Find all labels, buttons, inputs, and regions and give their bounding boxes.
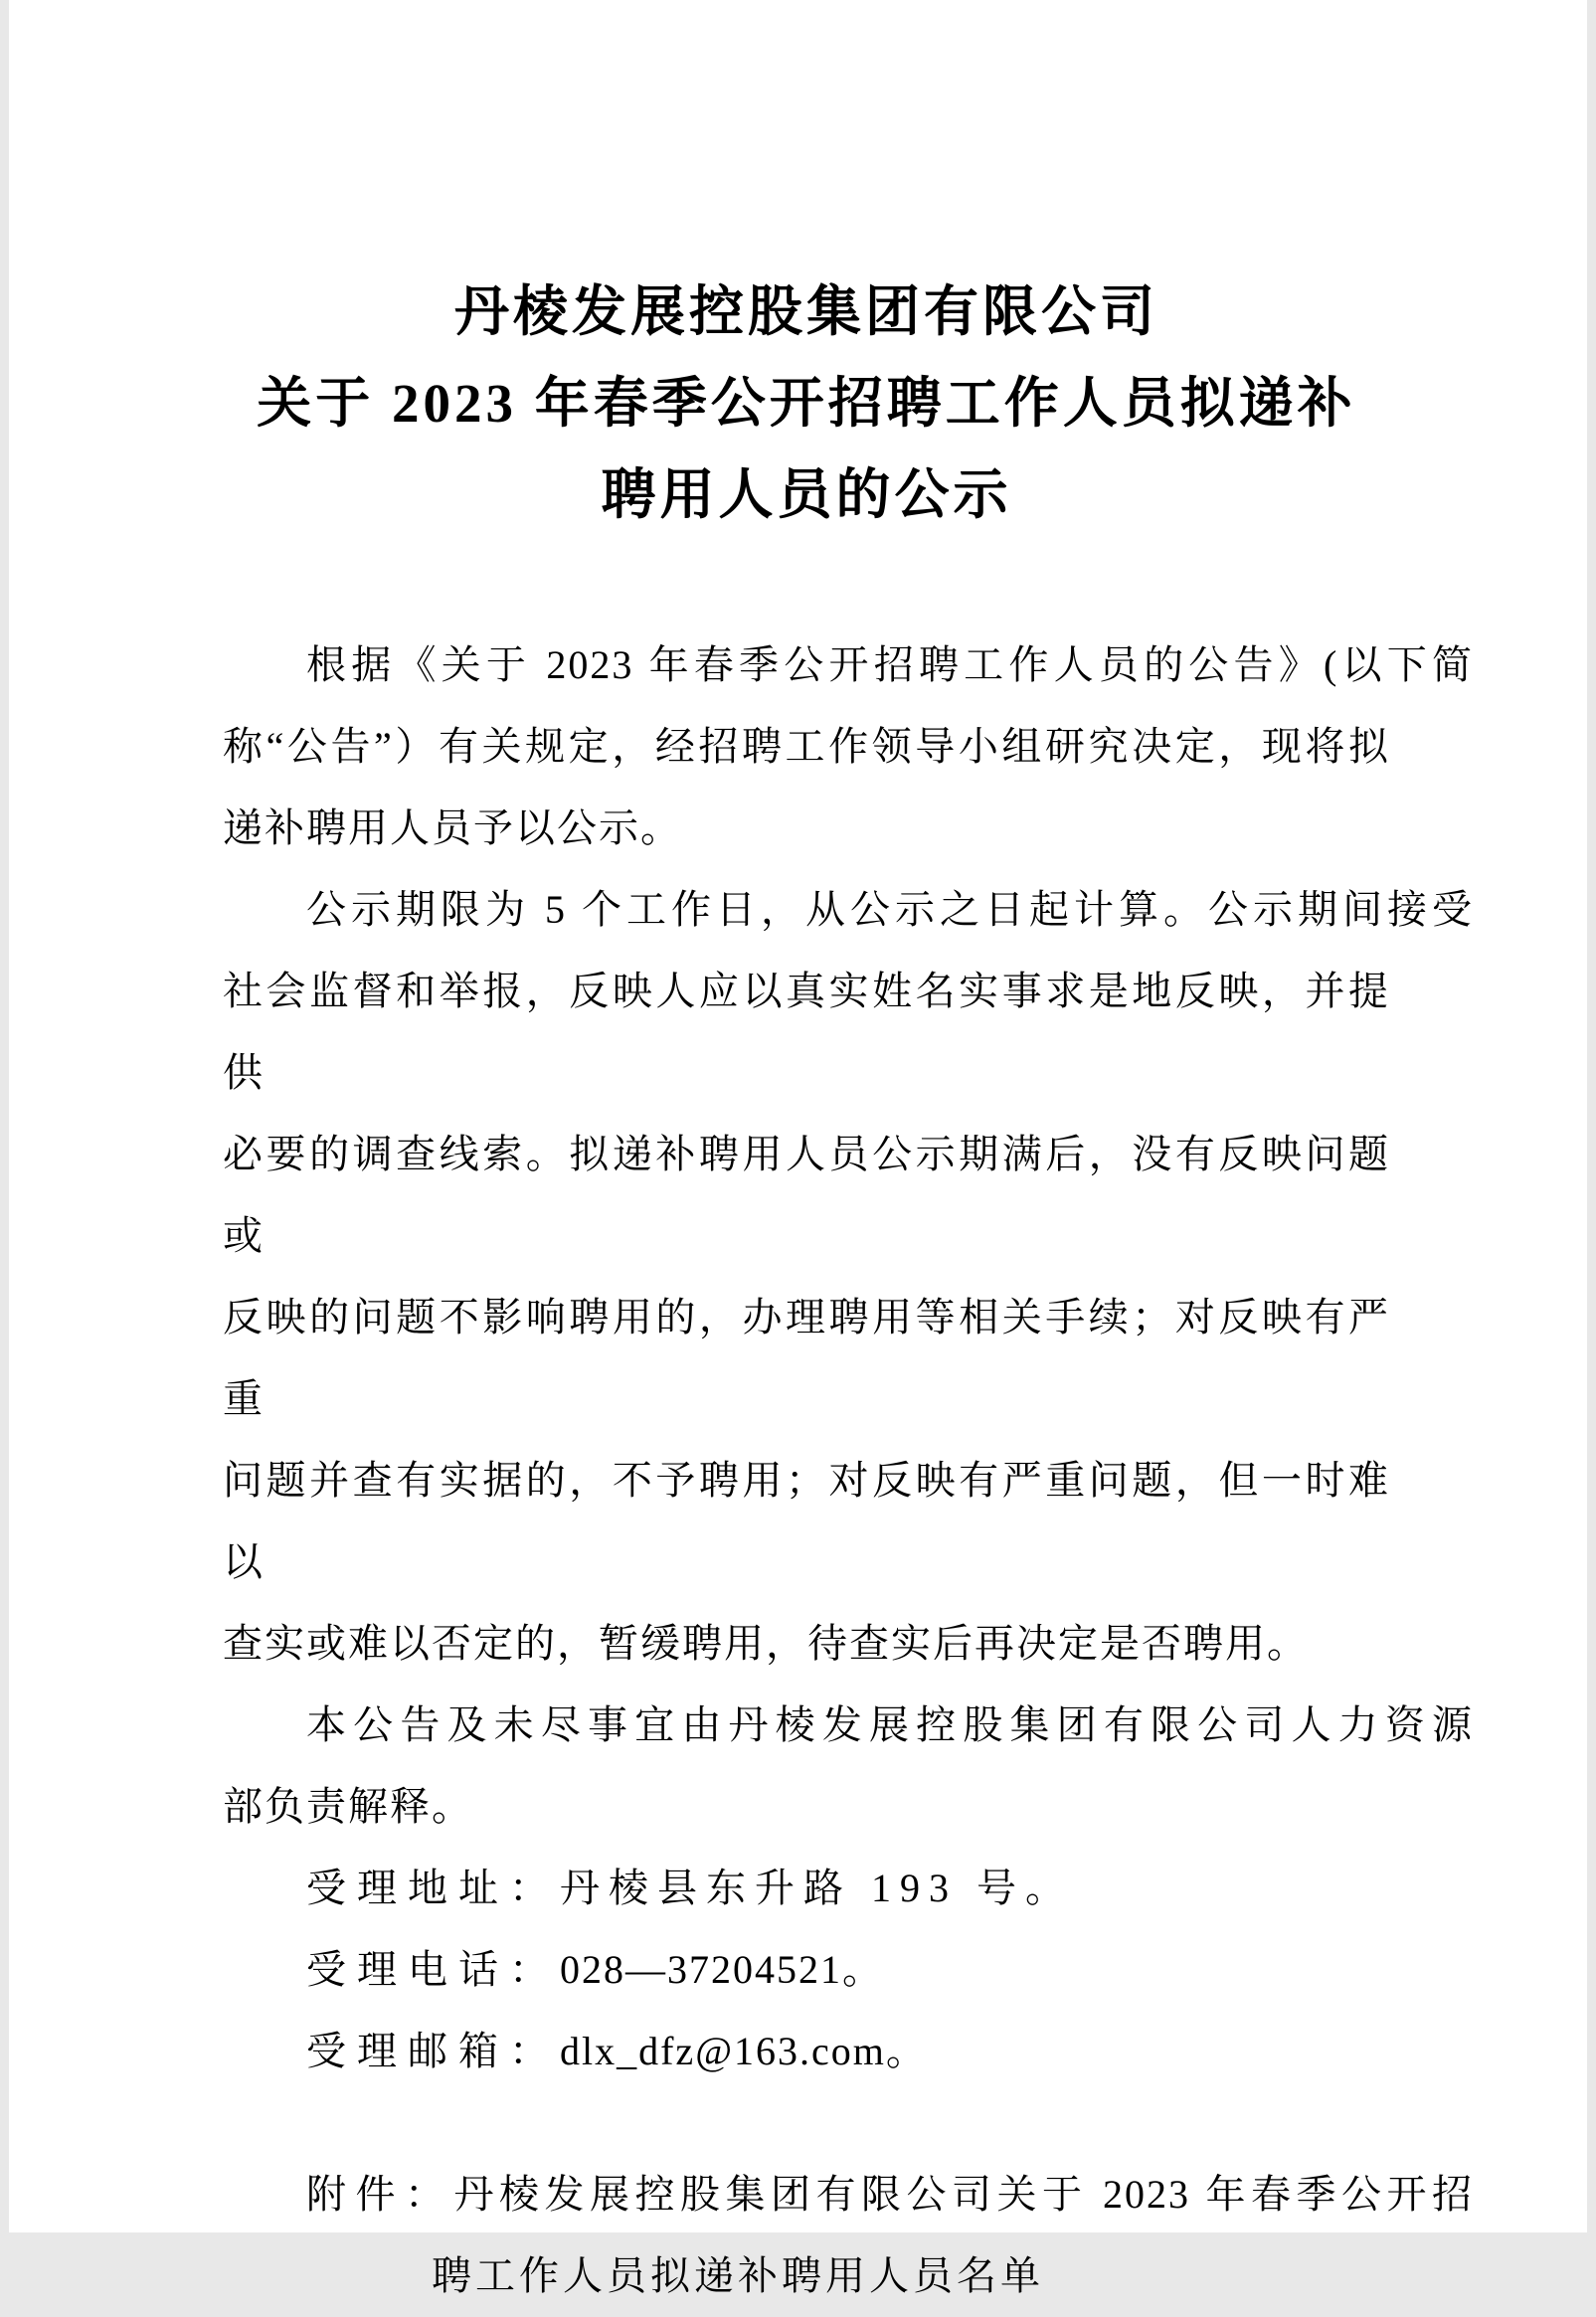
document-content <box>223 0 1474 2317</box>
contact-phone-label: 受理电话： <box>306 1947 560 1992</box>
paragraph-3-line-1: 本公告及未尽事宜由丹棱发展控股集团有限公司人力资源 <box>306 1702 1474 1747</box>
contact-email-line <box>223 2011 1474 2092</box>
contact-address-line <box>223 1848 1474 1929</box>
paragraph-2-line-4: 反映的问题不影响聘用的，办理聘用等相关手续；对反映有严重 <box>223 1295 1390 1421</box>
paragraph-1-line-2: 称“公告”）有关规定，经招聘工作领导小组研究决定，现将拟 <box>223 724 1390 769</box>
paragraph-2-line-1: 公示期限为 5 个工作日，从公示之日起计算。公示期间接受 <box>306 887 1474 932</box>
paragraph-1 <box>223 624 1474 869</box>
attachment-line-1-text: 丹棱发展控股集团有限公司关于 2023 年春季公开招 <box>453 2172 1474 2217</box>
contact-section <box>223 1848 1390 2092</box>
title-line-3: 聘用人员的公示 <box>601 464 1012 525</box>
attachment-section <box>223 2154 1474 2317</box>
paragraph-2-line-5: 问题并查有实据的，不予聘用；对反映有严重问题，但一时难以 <box>223 1458 1390 1584</box>
paragraph-2 <box>223 869 1474 1685</box>
paragraph-2-line-2: 社会监督和举报，反映人应以真实姓名实事求是地反映，并提供 <box>223 969 1390 1095</box>
attachment-label: 附件： <box>306 2172 454 2217</box>
document-title <box>223 267 1390 541</box>
paragraph-2-line-3: 必要的调查线索。拟递补聘用人员公示期满后，没有反映问题或 <box>223 1132 1390 1258</box>
paragraph-1-line-1: 根据《关于 2023 年春季公开招聘工作人员的公告》(以下简 <box>306 642 1474 687</box>
contact-address-label: 受理地址： <box>306 1866 560 1910</box>
contact-email-label: 受理邮箱： <box>306 2029 560 2073</box>
paragraph-1-line-3: 递补聘用人员予以公示。 <box>223 805 682 850</box>
contact-phone-line <box>223 1929 1474 2011</box>
document-page <box>9 0 1587 2298</box>
title-line-2: 关于 2023 年春季公开招聘工作人员拟递补 <box>257 373 1356 434</box>
paragraph-2-line-6: 查实或难以否定的，暂缓聘用，待查实后再决定是否聘用。 <box>223 1621 1309 1666</box>
title-line-1: 丹棱发展控股集团有限公司 <box>453 281 1158 342</box>
attachment-line-2: 聘工作人员拟递补聘用人员名单 <box>432 2253 1044 2298</box>
paragraph-3 <box>223 1685 1474 1848</box>
contact-phone-value: 028—37204521。 <box>560 1947 884 1992</box>
document-body <box>223 624 1474 2317</box>
contact-address-value: 丹棱县东升路 193 号。 <box>560 1866 1074 1910</box>
contact-email-value: dlx_dfz@163.com。 <box>560 2029 928 2073</box>
attachment-line-1 <box>223 2154 1474 2235</box>
paragraph-3-line-2: 部负责解释。 <box>223 1784 473 1829</box>
